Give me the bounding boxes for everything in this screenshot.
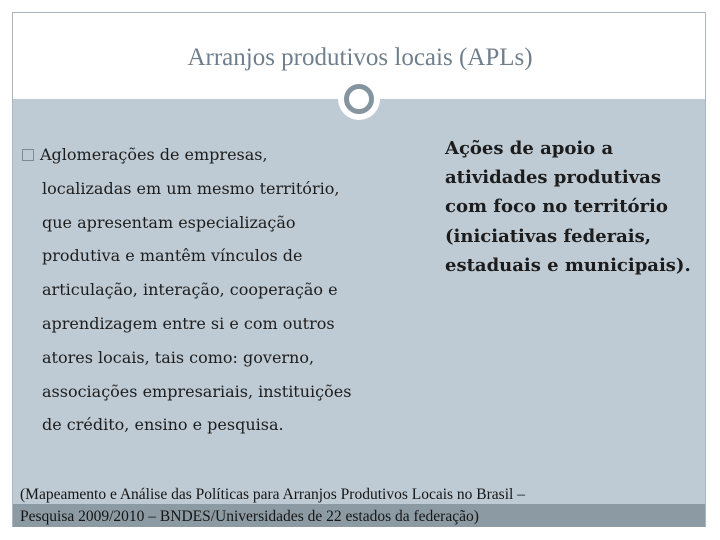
left-bullet-text bbox=[22, 138, 388, 442]
left-text-line: associações empresariais, instituições bbox=[42, 381, 352, 401]
left-text-line: atores locais, tais como: governo, bbox=[42, 347, 315, 367]
title-divider-left bbox=[13, 98, 333, 99]
title-divider-right bbox=[385, 98, 527, 99]
left-text-line: que apresentam especialização bbox=[42, 212, 296, 232]
slide-title: Arranjos produtivos locais (APLs) bbox=[187, 44, 533, 71]
right-text-line: Ações de apoio a bbox=[445, 138, 614, 159]
left-text-line: articulação, interação, cooperação e bbox=[42, 280, 338, 300]
left-text-line-label: Aglomerações de empresas, bbox=[40, 145, 268, 164]
footer-citation bbox=[20, 484, 700, 528]
circle-ornament-icon bbox=[338, 78, 380, 120]
right-text-line: com foco no território bbox=[445, 196, 668, 218]
left-text-line: de crédito, ensino e pesquisa. bbox=[42, 415, 284, 435]
footer-citation-line: (Mapeamento e Análise das Políticas para Arranjos Produtivos Locais no Brasil – bbox=[20, 486, 525, 503]
ornament-ring bbox=[344, 84, 374, 114]
right-text-line: atividades produtivas bbox=[445, 167, 661, 189]
left-text-line: localizadas em um mesmo território, bbox=[42, 178, 340, 198]
right-text-line: estaduais e municipais). bbox=[445, 254, 691, 276]
left-text-line bbox=[22, 138, 388, 172]
left-text-line: produtiva e mantêm vínculos de bbox=[42, 246, 303, 266]
right-text-line: (iniciativas federais, bbox=[445, 225, 652, 247]
right-bold-text bbox=[445, 134, 705, 280]
footer-citation-line: Pesquisa 2009/2010 – BNDES/Universidades de 22 estados da federação) bbox=[20, 508, 479, 525]
left-text-line: aprendizagem entre si e com outros bbox=[42, 313, 335, 333]
square-bullet-icon bbox=[22, 149, 34, 161]
